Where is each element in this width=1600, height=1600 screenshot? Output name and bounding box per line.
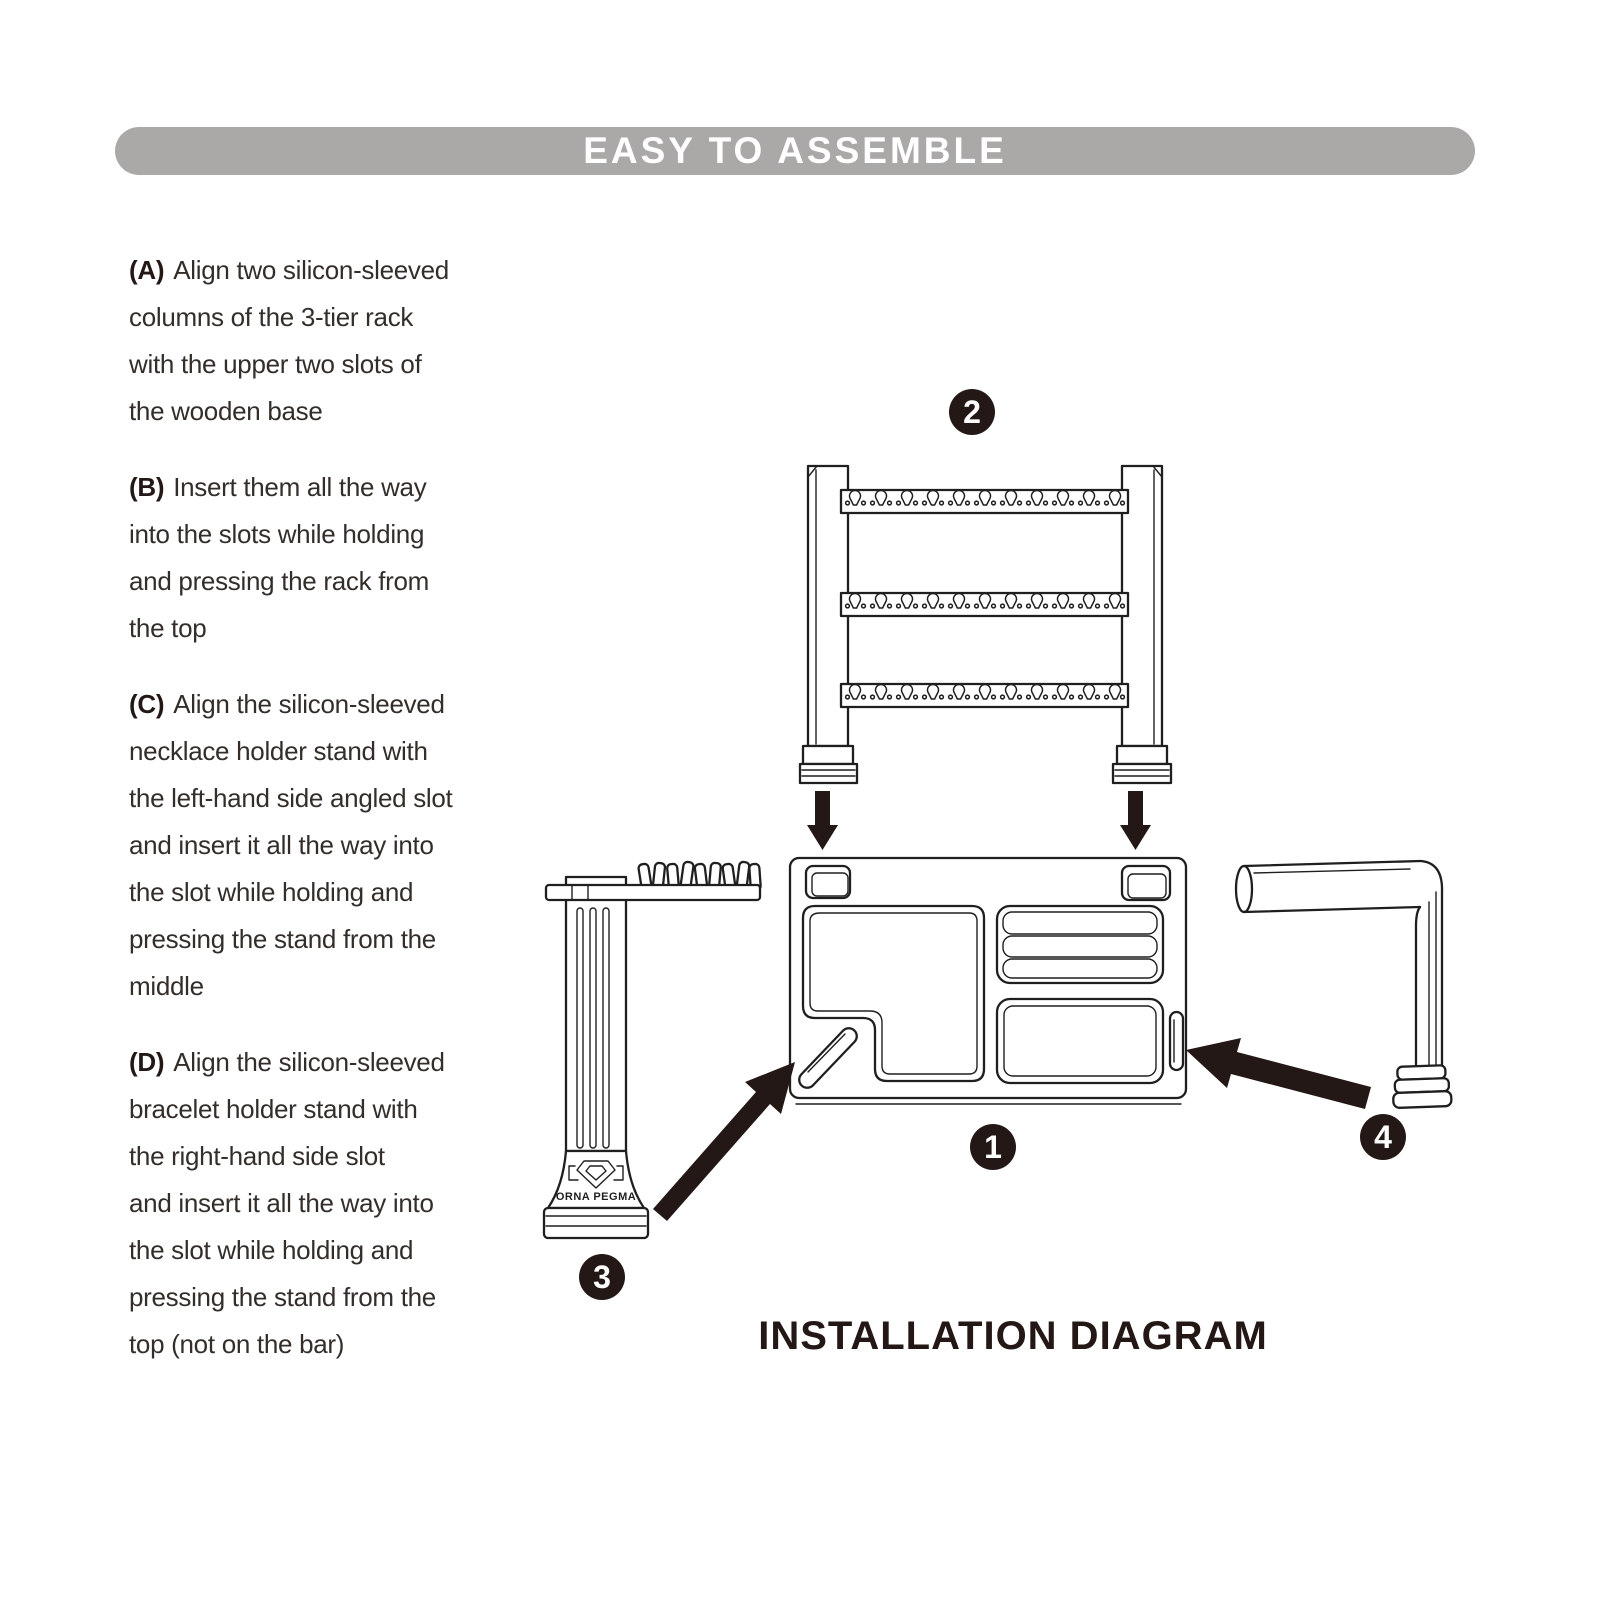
brand-name: ORNA PEGMA — [555, 1191, 637, 1203]
silicon-sleeve-foot — [1392, 1065, 1451, 1108]
step-a-label: (A) — [129, 255, 165, 285]
part-badge-2 — [949, 389, 995, 435]
part-number-3: 3 — [593, 1259, 611, 1295]
insert-down-arrows — [807, 791, 1151, 850]
step-d-line-3: the right-hand side slot — [129, 1141, 385, 1171]
step-c-line-1: Align the silicon-sleeved — [173, 689, 445, 719]
step-d-label: (D) — [129, 1047, 165, 1077]
down-arrow-left — [807, 791, 838, 850]
step-c-line-3: the left-hand side angled slot — [129, 783, 453, 813]
bracelet-bar-end — [1236, 866, 1252, 912]
step-c-label: (C) — [129, 689, 165, 719]
step-d-line-7: top (not on the bar) — [129, 1329, 345, 1359]
step-b-line-3: and pressing the rack from — [129, 566, 430, 596]
step-d-line-5: the slot while holding and — [129, 1235, 414, 1265]
part-number-1: 1 — [984, 1129, 1002, 1165]
down-arrow-right — [1120, 791, 1151, 850]
necklace-holder-stand — [544, 861, 761, 1238]
step-b-line-2: into the slots while holding — [129, 519, 425, 549]
diagram-caption: INSTALLATION DIAGRAM — [758, 1314, 1268, 1358]
step-b-line-4: the top — [129, 613, 207, 643]
step-b-label: (B) — [129, 472, 165, 502]
arrow-necklace-stand — [653, 1062, 795, 1221]
step-b-line-1: Insert them all the way — [173, 472, 427, 502]
step-d-line-6: pressing the stand from the — [129, 1282, 436, 1312]
step-d-line-1: Align the silicon-sleeved — [173, 1047, 445, 1077]
wooden-base — [790, 858, 1186, 1104]
step-c-line-4: and insert it all the way into — [129, 830, 434, 860]
step-d-line-2: bracelet holder stand with — [129, 1094, 418, 1124]
step-a-line-2: columns of the 3-tier rack — [129, 302, 414, 332]
banner-title: EASY TO ASSEMBLE — [583, 130, 1007, 171]
step-a-line-3: with the upper two slots of — [129, 349, 422, 379]
part-badge-1 — [970, 1124, 1016, 1170]
part-badge-4 — [1360, 1114, 1406, 1160]
part-number-4: 4 — [1374, 1119, 1392, 1155]
step-c-line-7: middle — [129, 971, 204, 1001]
step-c-line-2: necklace holder stand with — [129, 736, 428, 766]
step-d-line-4: and insert it all the way into — [129, 1188, 434, 1218]
step-c-line-5: the slot while holding and — [129, 877, 414, 907]
hook-bar — [546, 885, 760, 900]
step-c-line-6: pressing the stand from the — [129, 924, 436, 954]
part-number-2: 2 — [963, 394, 981, 430]
three-tier-rack — [800, 466, 1171, 783]
arrow-bracelet-stand — [1186, 1038, 1371, 1109]
step-a-line-1: Align two silicon-sleeved — [173, 255, 449, 285]
part-badge-3 — [579, 1254, 625, 1300]
step-a-line-4: the wooden base — [129, 396, 323, 426]
